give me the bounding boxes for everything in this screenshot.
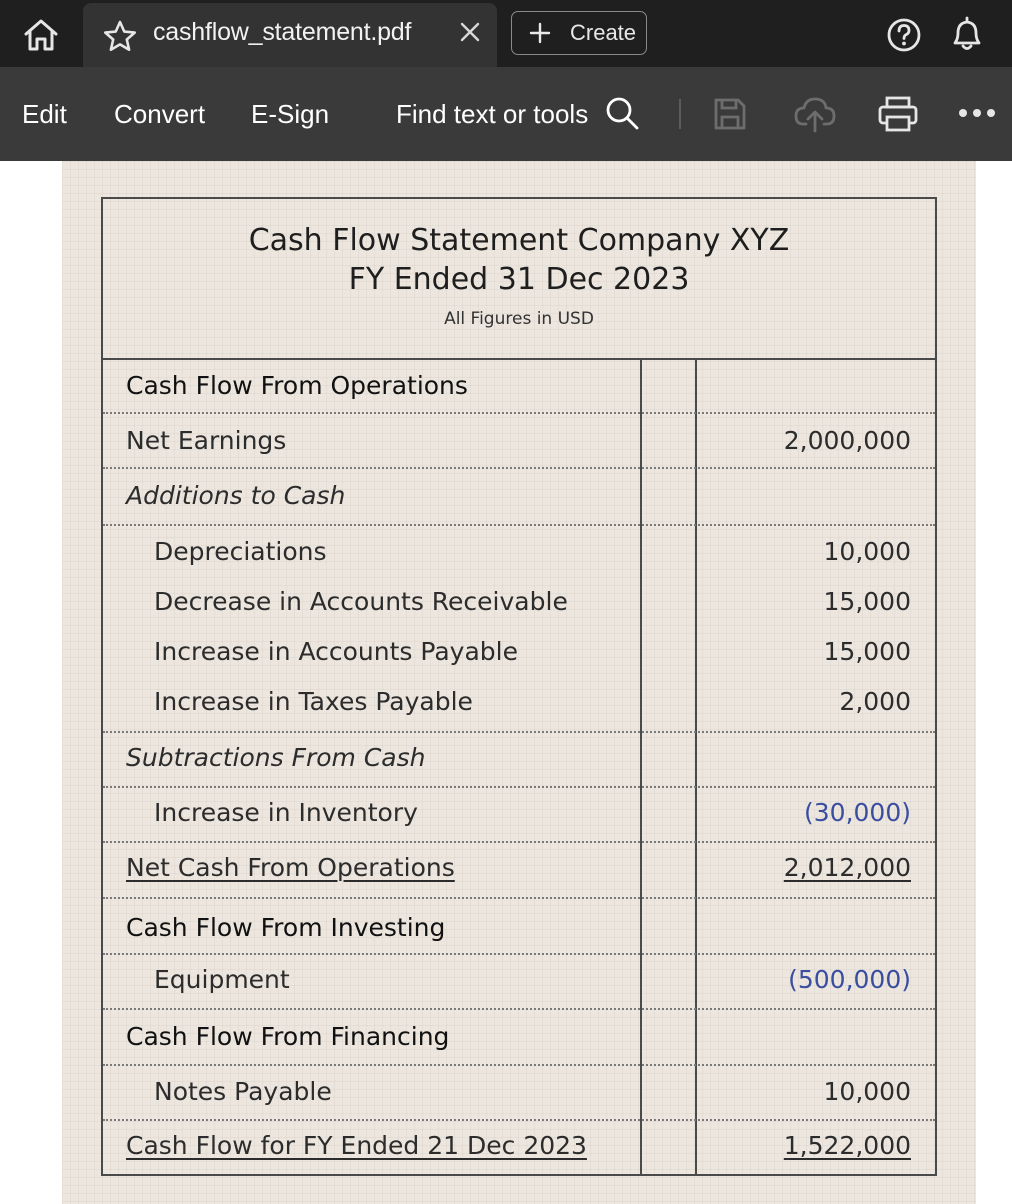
- bell-icon: [945, 12, 989, 56]
- row-divider: [103, 1119, 935, 1121]
- create-button[interactable]: [511, 11, 647, 55]
- cash-flow-statement: [101, 197, 937, 1176]
- row-label: Decrease in Accounts Receivable: [154, 587, 568, 616]
- row-label: Cash Flow From Operations: [126, 371, 468, 400]
- row-label: Equipment: [154, 965, 290, 994]
- row-label: Additions to Cash: [126, 481, 346, 510]
- row-label: Increase in Inventory: [154, 798, 418, 827]
- row-label: Cash Flow From Financing: [126, 1022, 450, 1051]
- row-value: 1,522,000: [783, 1131, 911, 1160]
- more-icon[interactable]: [956, 106, 998, 120]
- esign-menu[interactable]: E-Sign: [251, 99, 330, 129]
- row-divider: [103, 786, 935, 788]
- row-label: Increase in Taxes Payable: [154, 687, 473, 716]
- statement-title: Cash Flow Statement Company XYZ: [248, 223, 790, 258]
- row-label: Increase in Accounts Payable: [154, 637, 518, 666]
- search-icon[interactable]: [604, 95, 640, 131]
- star-icon[interactable]: [103, 20, 137, 52]
- home-icon: [22, 18, 60, 52]
- help-icon: [883, 14, 925, 56]
- row-divider: [103, 897, 935, 899]
- row-value: 15,000: [823, 637, 911, 666]
- create-label: Create: [570, 20, 637, 45]
- toolbar: [0, 67, 1012, 161]
- notifications-button[interactable]: [945, 12, 989, 60]
- tab-title: cashflow_statement.pdf: [153, 18, 412, 46]
- statement-period: FY Ended 31 Dec 2023: [348, 262, 690, 297]
- row-label: Net Cash From Operations: [126, 853, 455, 882]
- edit-menu[interactable]: Edit: [22, 99, 67, 129]
- tab-bar: [0, 0, 1012, 67]
- row-label: Depreciations: [154, 537, 327, 566]
- row-divider: [103, 412, 935, 414]
- find-tools-search[interactable]: Find text or tools: [396, 99, 589, 129]
- row-label: Net Earnings: [126, 426, 287, 455]
- close-icon[interactable]: [459, 21, 481, 43]
- row-label: Notes Payable: [154, 1077, 332, 1106]
- row-label: Cash Flow for FY Ended 21 Dec 2023: [126, 1131, 587, 1160]
- row-value-negative: (500,000): [788, 965, 911, 994]
- print-icon[interactable]: [877, 95, 919, 133]
- toolbar-separator: [679, 99, 681, 129]
- row-value-negative: (30,000): [804, 798, 911, 827]
- row-divider: [103, 467, 935, 469]
- row-value: 2,000: [839, 687, 911, 716]
- row-value: 2,012,000: [783, 853, 911, 882]
- row-divider: [103, 731, 935, 733]
- plus-icon: [529, 22, 551, 44]
- save-icon[interactable]: [712, 96, 748, 132]
- row-divider: [103, 953, 935, 955]
- column-divider: [695, 358, 697, 1176]
- column-divider: [640, 358, 642, 1176]
- upload-icon[interactable]: [793, 94, 837, 134]
- row-divider: [103, 1008, 935, 1010]
- convert-menu[interactable]: Convert: [114, 99, 206, 129]
- home-button[interactable]: [20, 14, 62, 56]
- document-tab[interactable]: [83, 3, 497, 67]
- row-value: 2,000,000: [783, 426, 911, 455]
- row-divider: [103, 524, 935, 526]
- help-button[interactable]: [883, 14, 925, 60]
- row-divider: [103, 841, 935, 843]
- row-label: Cash Flow From Investing: [126, 913, 446, 942]
- row-divider: [103, 1064, 935, 1066]
- row-label: Subtractions From Cash: [126, 743, 426, 772]
- row-value: 10,000: [823, 537, 911, 566]
- row-value: 10,000: [823, 1077, 911, 1106]
- row-value: 15,000: [823, 587, 911, 616]
- statement-header: [103, 199, 935, 360]
- statement-currency-note: All Figures in USD: [444, 309, 594, 329]
